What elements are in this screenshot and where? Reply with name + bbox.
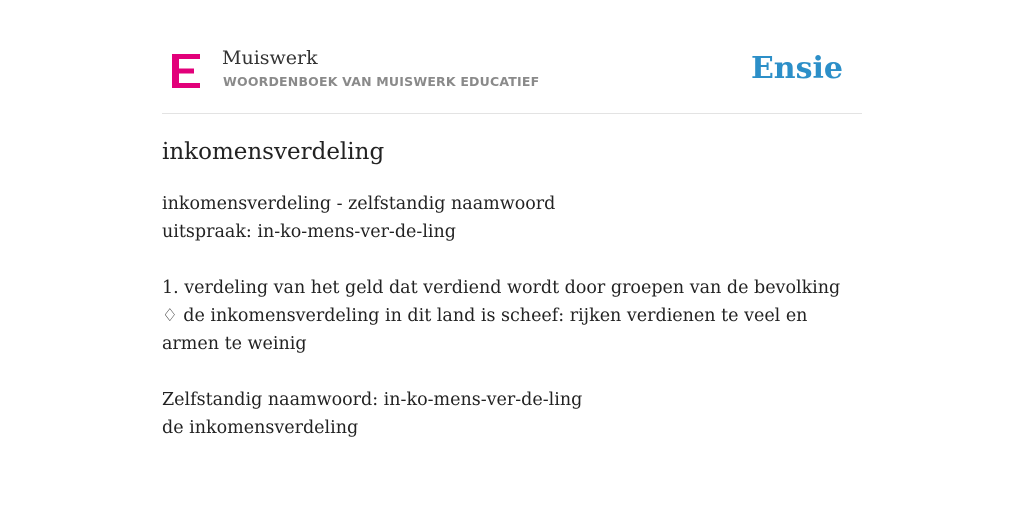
site-subtitle: WOORDENBOEK VAN MUISWERK EDUCATIEF	[223, 74, 540, 89]
entry-article-form: de inkomensverdeling	[162, 418, 359, 438]
entry-pronunciation: uitspraak: in-ko-mens-ver-de-ling	[162, 222, 456, 242]
entry-definition: 1. verdeling van het geld dat verdiend wordt door groepen van de bevolking	[162, 278, 841, 298]
page-card	[162, 0, 862, 512]
spacer	[162, 358, 862, 386]
muiswerk-logo-icon[interactable]	[172, 54, 200, 88]
site-name[interactable]: Muiswerk	[222, 47, 318, 69]
entry-grammar: Zelfstandig naamwoord: in-ko-mens-ver-de-ling	[162, 390, 583, 410]
spacer	[162, 246, 862, 274]
ensie-brand-link[interactable]: Ensie	[750, 51, 843, 86]
entry-title: inkomensverdeling	[162, 139, 385, 165]
entry-example: ♢ de inkomensverdeling in dit land is scheef: rijken verdienen te veel en armen te weinig	[162, 306, 808, 354]
header	[162, 0, 862, 114]
entry-content	[162, 190, 862, 442]
entry-headline: inkomensverdeling - zelfstandig naamwoord	[162, 194, 556, 214]
